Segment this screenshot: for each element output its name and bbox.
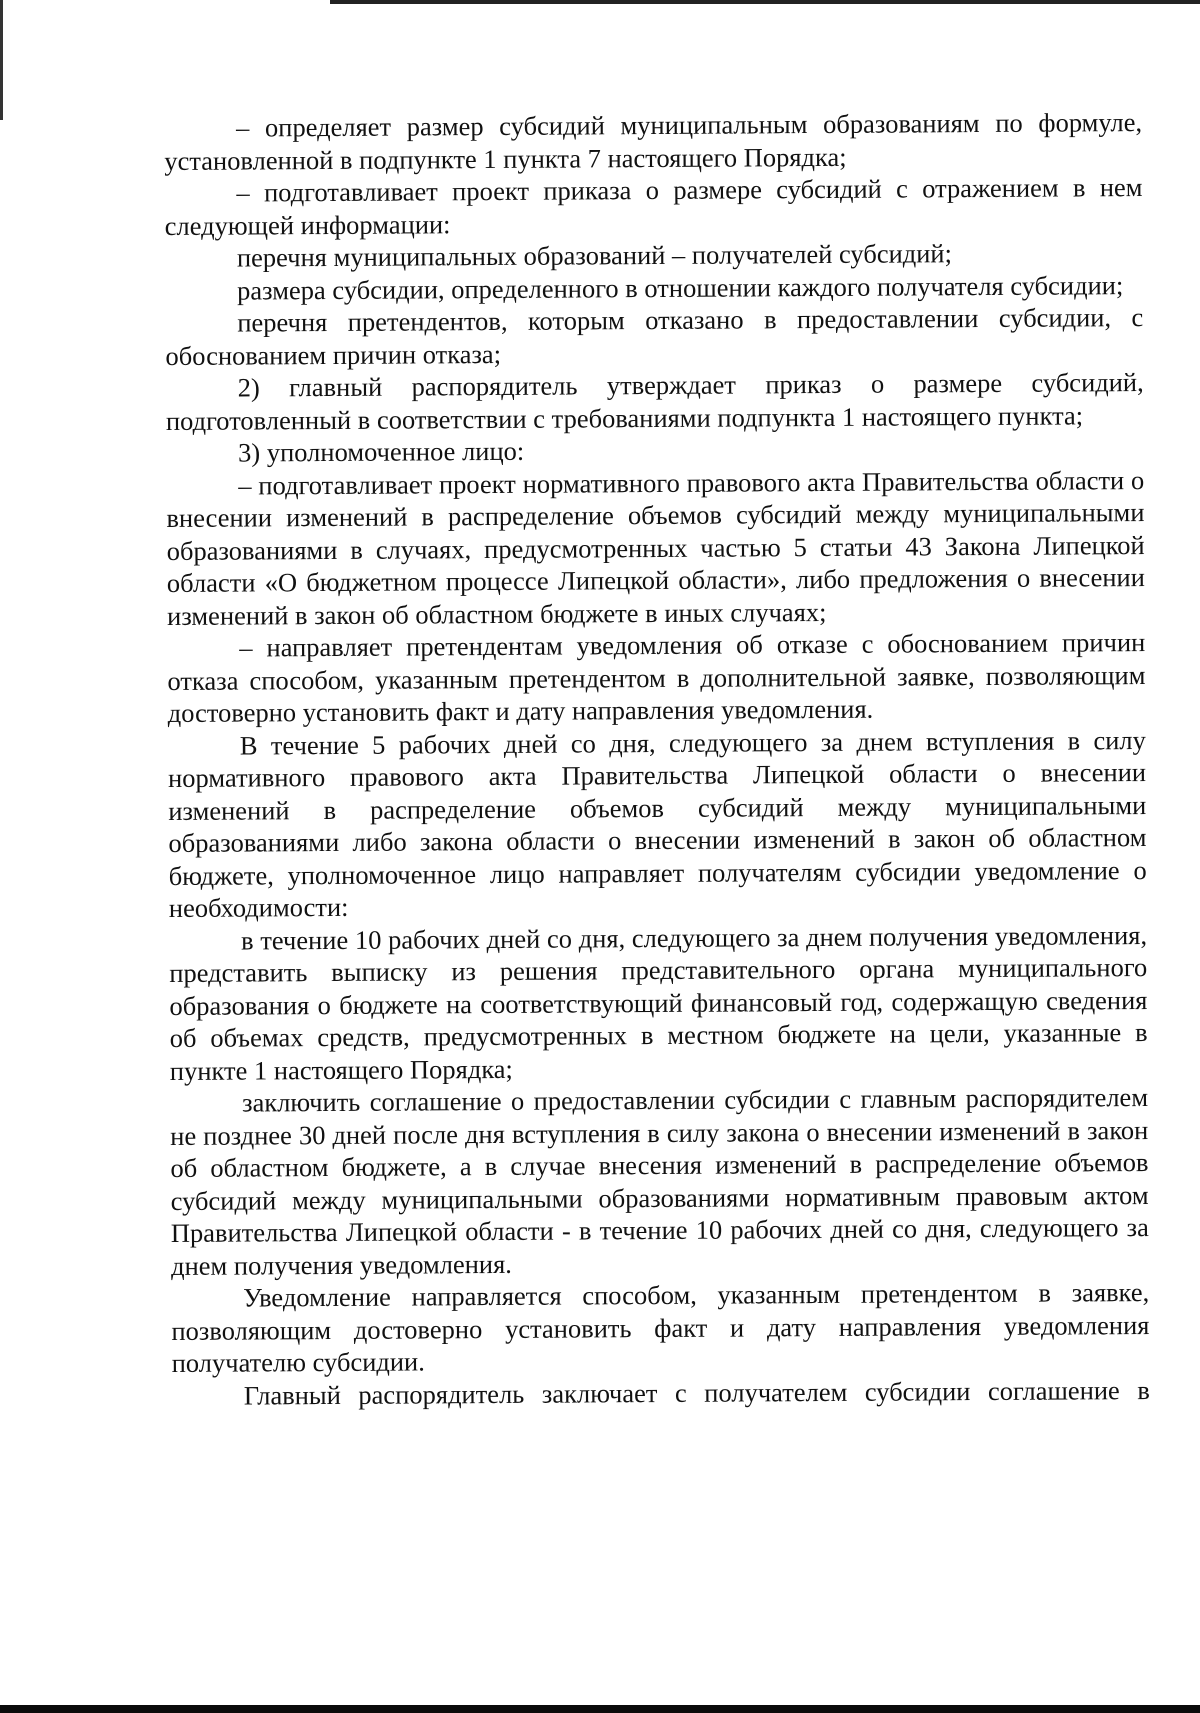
paragraph: В течение 5 рабочих дней со дня, следующего за днем вступления в силу нормативного правового акта Правительства Липецкой области о внесении изменений в распределение объемов субсидий между муниципальными образованиями либо закона области о внесении изменений в закон об областном бюджете, уполномоченное лицо направляет получателям субсидии уведомление о необходимости: — [167, 724, 1147, 923]
paragraph: 3) уполномоченное лицо: — [237, 435, 525, 468]
paragraph: – подготавливает проект нормативного правового акта Правительства области о внесении изменений в распределение объемов субсидий между муниципальными образованиями в случаях, предусмотренных частью 5 статьи 43 Закона Липецкой области «О бюджетном процессе Липецкой области», либо предложения о внесении изменений в закон об областном бюджете в иных случаях; — [166, 464, 1145, 631]
scan-edge-top — [330, 0, 1200, 4]
paragraph: размера субсидии, определенного в отношении каждого получателя субсидии; — [236, 269, 1124, 306]
paragraph: Уведомление направляется способом, указанным претендентом в заявке, позволяющим достоверно установить факт и дату направления уведомления получателю субсидии. — [171, 1277, 1150, 1378]
paragraph: заключить соглашение о предоставлении субсидии с главным распорядителем не позднее 30 дней после дня вступления в силу закона о внесении изменений в закон об областном бюджете, а в случае внесения изменений в распределение объемов субсидий между муниципальными образованиями нормативным правовым актом Правительства Липецкой области - в течение 10 рабочих дней со дня, следующего за днем получения уведомления. — [170, 1082, 1149, 1281]
paragraph: 2) главный распорядитель утверждает приказ о размере субсидий, подготовленный в соответствии с требованиями подпункта 1 настоящего пункта; — [165, 367, 1144, 436]
paragraph: перечня муниципальных образований – получателей субсидий; — [236, 238, 953, 273]
paragraph: – направляет претендентам уведомления об отказе с обоснованием причин отказа способом, указанным претендентом в дополнительной заявке, позволяющим достоверно установить факт и дату направления уведомления. — [167, 627, 1146, 728]
paragraph: перечня претендентов, которым отказано в предоставлении субсидии, с обоснованием причин отказа; — [165, 302, 1144, 371]
paragraph: – подготавливает проект приказа о размере субсидий с отражением в нем следующей информации: — [164, 172, 1143, 241]
paragraph: в течение 10 рабочих дней со дня, следующего за днем получения уведомления, представить выписку из решения представительного органа муниципального образования о бюджете на соответствующий финансовый год, содержащую сведения об объемах средств, предусмотренных в местном бюджете на цели, указанные в пункте 1 настоящего Порядка; — [169, 919, 1148, 1086]
paragraph-continued: Главный распорядитель заключает с получателем субсидии соглашение в — [243, 1374, 1150, 1411]
scan-edge-left — [0, 0, 3, 120]
paragraph: – определяет размер субсидий муниципальным образованиям по формуле, установленной в подпункте 1 пункта 7 настоящего Порядка; — [164, 107, 1143, 176]
scan-edge-bottom — [0, 1705, 1200, 1713]
document-body — [164, 106, 1150, 1412]
